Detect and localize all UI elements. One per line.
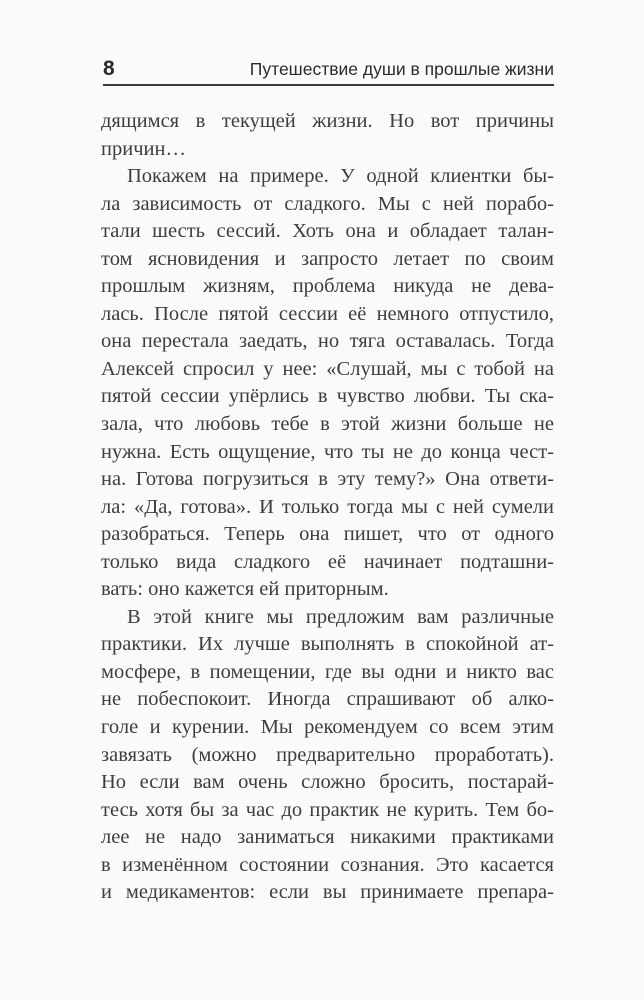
text-line: ла зависимость от сладкого. Мы с ней порабо-: [101, 192, 554, 215]
body-text: [101, 108, 554, 907]
text-line: лее не надо заниматься никакими практиками: [101, 826, 554, 849]
text-line: лась. После пятой сессии её немного отпустило,: [101, 302, 554, 325]
text-line: вать: оно кажется ей приторным.: [101, 578, 389, 601]
text-line: Покажем на примере. У одной клиентки бы-: [127, 165, 554, 188]
text-line: зала, что любовь тебе в этой жизни больше не: [101, 413, 554, 436]
text-line: завязать (можно предварительно проработать).: [101, 743, 554, 766]
text-line: прошлым жизням, проблема никуда не дева-: [101, 275, 554, 298]
text-line: практики. Их лучше выполнять в спокойной ат-: [101, 633, 554, 656]
text-line: тали шесть сессий. Хоть она и обладает талан-: [101, 220, 554, 243]
text-line: она перестала заедать, но тяга оставалась. Тогда: [101, 330, 554, 353]
text-line: не побеспокоит. Иногда спрашивают об алко-: [101, 688, 554, 711]
text-line: нужна. Есть ощущение, что ты не до конца чест-: [101, 440, 554, 463]
text-line: Но если вам очень сложно бросить, постарай-: [101, 771, 554, 794]
text-line: и медикаментов: если вы принимаете препара-: [101, 881, 554, 904]
running-header: [103, 58, 554, 86]
text-line: ла: «Да, готова». И только тогда мы с ней сумели: [101, 495, 554, 518]
text-line: том ясновидения и запросто летает по своим: [101, 247, 554, 270]
text-line: мосфере, в помещении, где вы одни и никто вас: [101, 660, 554, 683]
text-line: Алексей спросил у нее: «Слушай, мы с тобой на: [101, 357, 554, 380]
page-number: 8: [103, 57, 115, 80]
text-line: только вида сладкого её начинает подташни-: [101, 550, 554, 573]
text-line: голе и курении. Мы рекомендуем со всем этим: [101, 716, 554, 739]
text-line: разобраться. Теперь она пишет, что от одного: [101, 523, 554, 546]
text-line: дящимся в текущей жизни. Но вот причины: [101, 110, 554, 132]
text-line: в изменённом состоянии сознания. Это касается: [101, 853, 554, 876]
text-line: на. Готова погрузиться в эту тему?» Она ответи-: [101, 468, 554, 491]
text-line: В этой книге мы предложим вам различные: [127, 605, 554, 628]
text-line: пятой сессии упёрлись в чувство любви. Ты ска-: [101, 385, 554, 408]
text-line: тесь хотя бы за час до практик не курить. Тем бо-: [101, 798, 554, 821]
running-title: Путешествие души в прошлые жизни: [249, 59, 554, 79]
text-line: причин…: [101, 137, 186, 160]
